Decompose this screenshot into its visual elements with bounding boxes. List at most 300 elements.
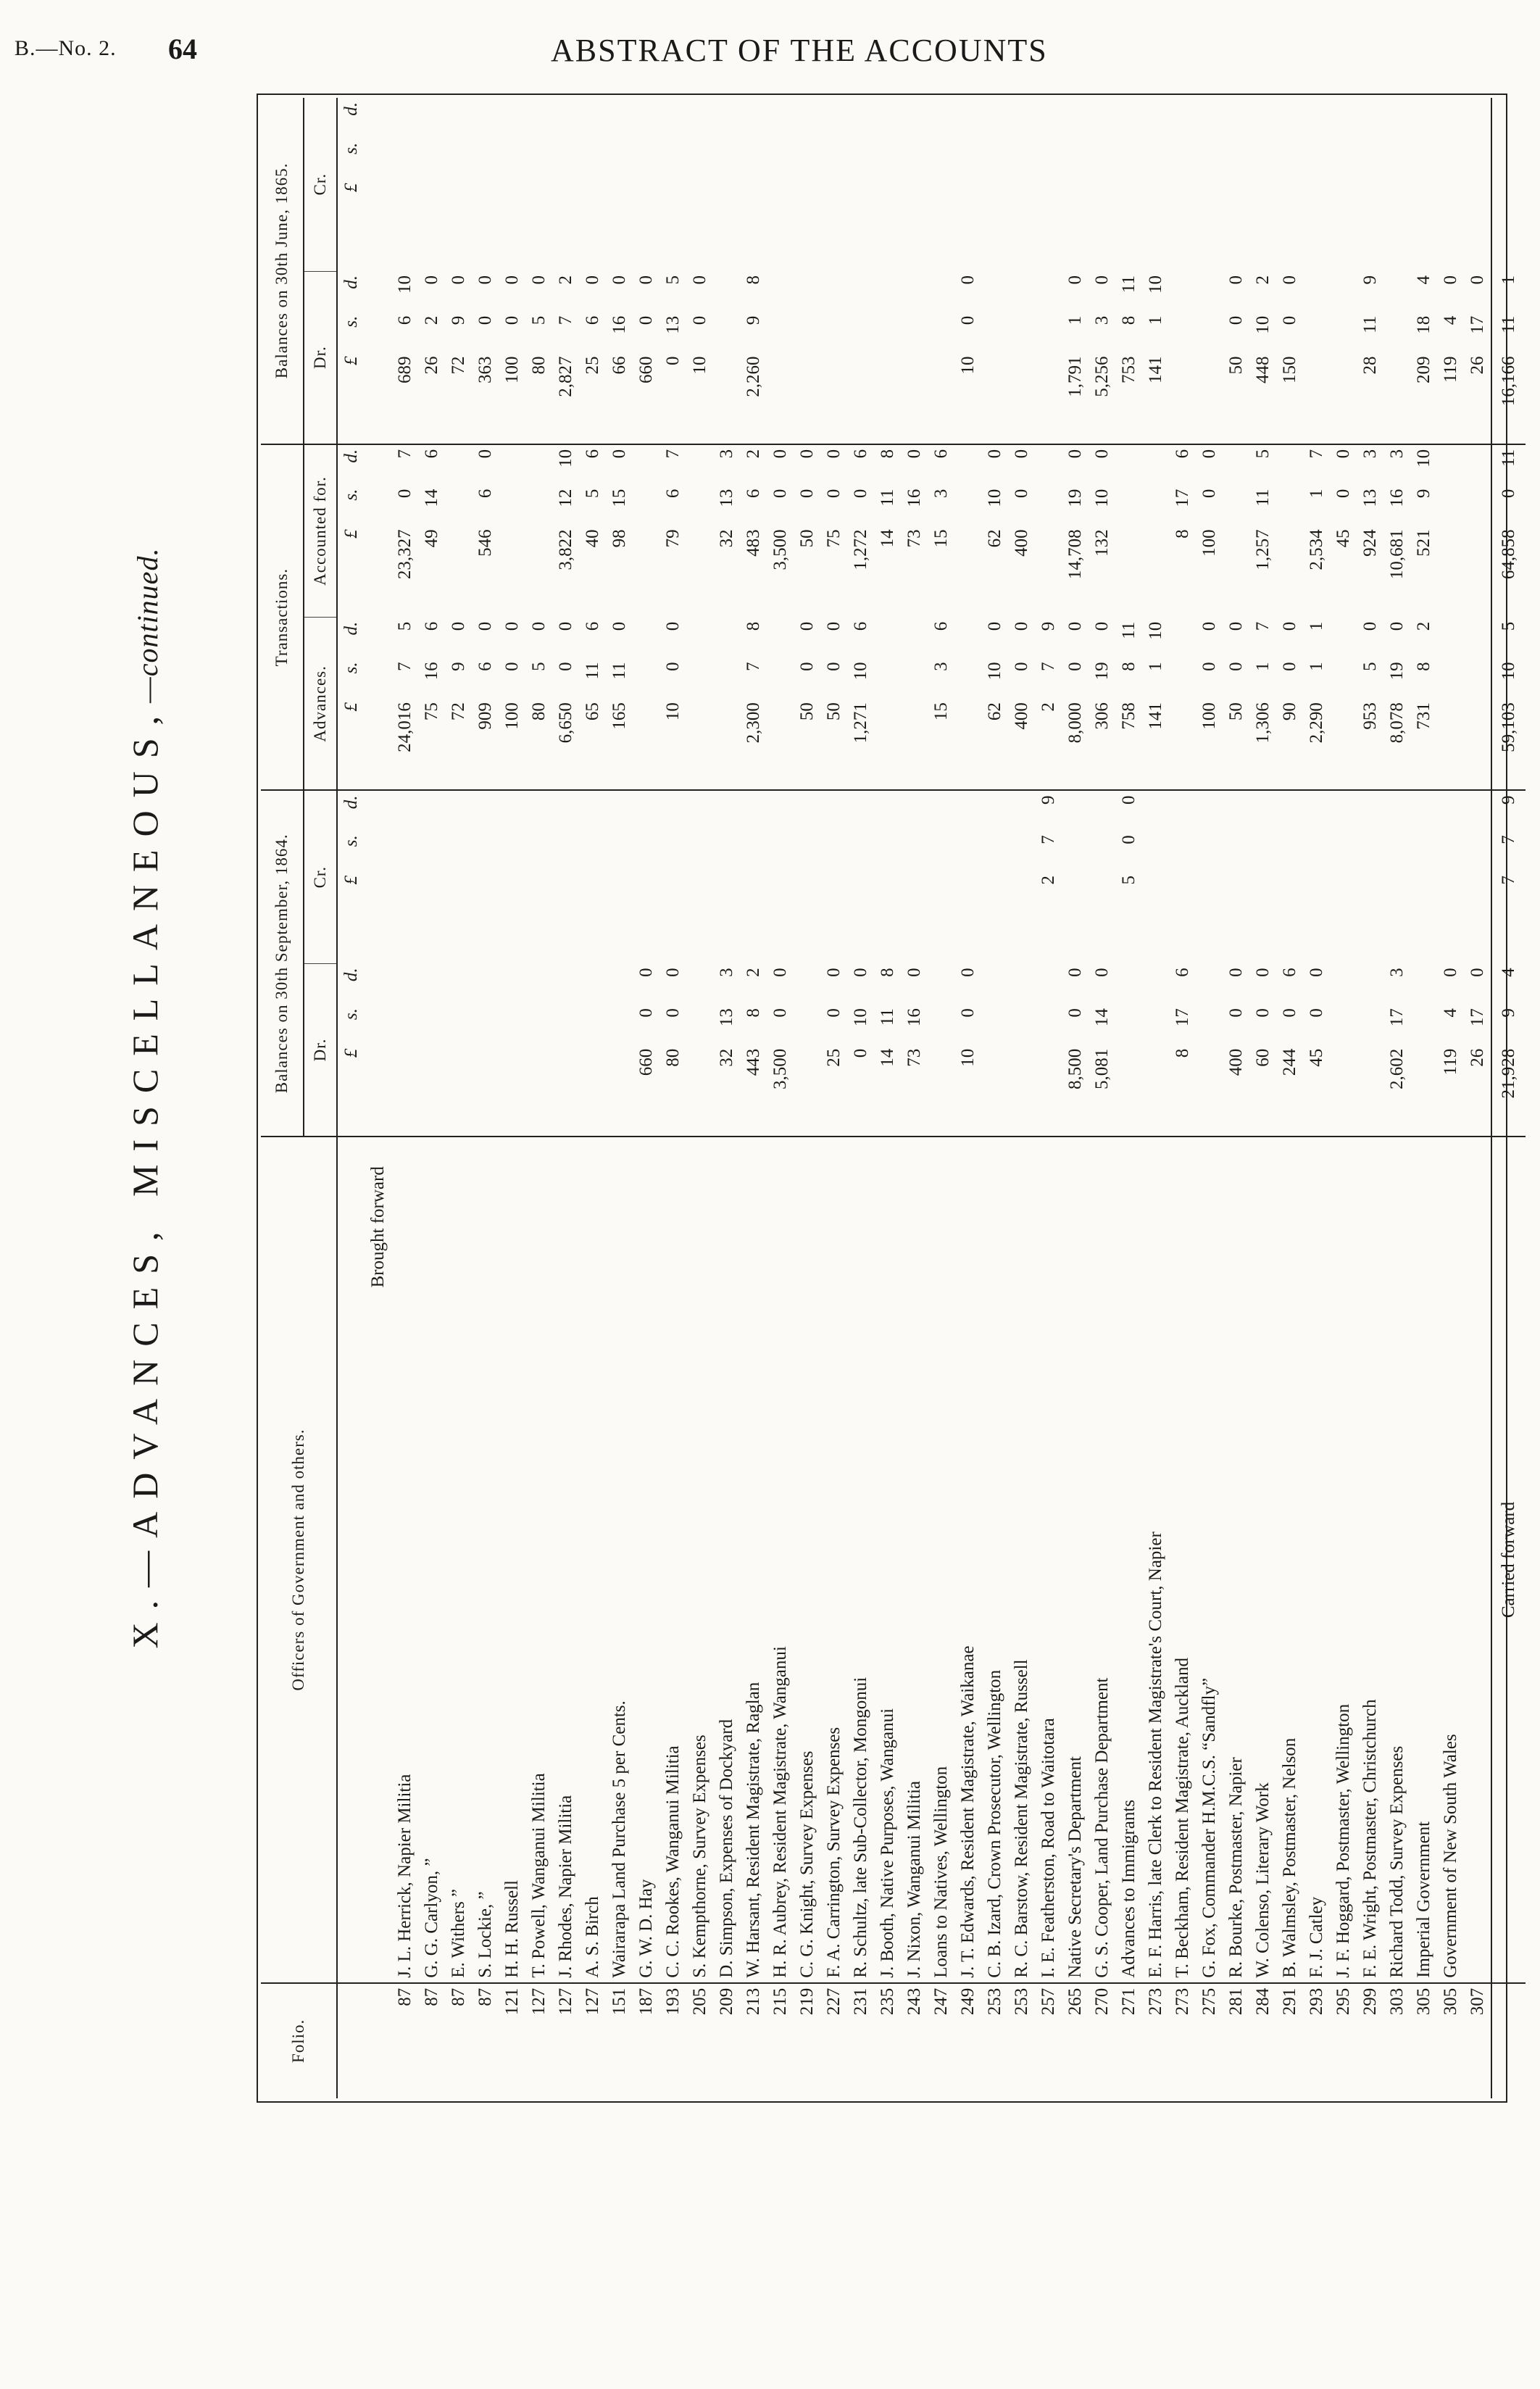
b65dr-shillings-cell — [1383, 312, 1410, 352]
acc-shillings-cell — [686, 485, 713, 525]
folio-cell: 227 — [820, 1983, 847, 2098]
folio-cell: 284 — [1249, 1983, 1276, 2098]
b65dr-pence-cell — [1196, 271, 1223, 312]
table-row — [847, 98, 874, 2098]
cf-adv-shillings: 10 — [1491, 657, 1526, 698]
cf-acc-pence: 11 — [1491, 444, 1526, 485]
b64dr-shillings-cell: 14 — [1092, 1008, 1112, 1027]
b64cr-pence-cell — [981, 791, 1008, 831]
b64cr-pounds-cell — [874, 871, 901, 963]
b65cr-pence-cell — [928, 98, 954, 138]
adv-pounds-cell: 90 — [1280, 702, 1299, 721]
b64dr-shillings-cell — [981, 1004, 1008, 1044]
acc-shillings-cell: 13 — [1360, 489, 1380, 507]
b65dr-pounds-cell: 150 — [1280, 356, 1299, 383]
b64cr-shillings-cell — [579, 831, 606, 871]
acc-pounds-cell: 98 — [609, 529, 629, 548]
adv-pence-cell — [633, 618, 659, 658]
table-row — [445, 98, 472, 2098]
cf-b64dr-pounds: 21,928 — [1491, 1044, 1526, 1137]
b64dr-pounds-cell: 45 — [1307, 1048, 1326, 1067]
b65dr-pounds-cell — [1303, 352, 1330, 444]
b65cr-shillings-cell — [1437, 138, 1464, 179]
b64dr-shillings-cell: 17 — [1387, 1008, 1407, 1027]
b64dr-pounds-cell: 119 — [1441, 1048, 1460, 1076]
officer-cell: G. W. D. Hay — [633, 1137, 659, 1983]
b64dr-shillings-cell — [499, 1004, 525, 1044]
b65cr-pounds-cell — [794, 179, 820, 271]
b65dr-pence-cell: 0 — [583, 275, 602, 285]
b65cr-pence-cell — [713, 98, 740, 138]
b65dr-pence-cell: 0 — [1226, 275, 1246, 285]
b65dr-pounds-cell — [1035, 352, 1062, 444]
table-row — [740, 98, 767, 2098]
b64dr-shillings-cell: 17 — [1173, 1008, 1192, 1027]
b64cr-pounds-cell — [472, 871, 499, 963]
adv-pounds-cell: 6,650 — [556, 702, 575, 744]
b65dr-pence-cell — [767, 271, 794, 312]
adv-shillings-cell — [767, 657, 794, 698]
acc-pence-cell: 7 — [1303, 444, 1330, 485]
acc-pence-cell: 0 — [1330, 444, 1357, 485]
b64cr-pounds-cell — [794, 871, 820, 963]
officer-cell: D. Simpson, Expenses of Dockyard — [713, 1137, 740, 1983]
acc-pounds-cell: 14,708 — [1065, 529, 1085, 580]
b65cr-pence-cell — [1410, 98, 1437, 138]
acc-pence-cell: 7 — [391, 444, 418, 485]
b65cr-pounds-cell — [1437, 179, 1464, 271]
b65cr-shillings-cell — [1089, 138, 1115, 179]
adv-shillings-cell — [1464, 657, 1491, 698]
b64dr-pounds-cell — [525, 1044, 552, 1137]
acc-pounds-cell — [525, 525, 552, 617]
acc-pounds-cell: 75 — [824, 529, 844, 548]
table-row — [1089, 98, 1115, 2098]
b64dr-pence-cell: 3 — [1387, 968, 1407, 977]
b64dr-shillings-cell: 0 — [636, 1008, 656, 1018]
b65cr-shillings-cell — [552, 138, 579, 179]
officer-cell: Loans to Natives, Wellington — [928, 1137, 954, 1983]
officer-cell: J. Nixon, Wanganui Militia — [901, 1137, 928, 1983]
adv-pounds-cell: 100 — [1199, 702, 1219, 730]
adv-shillings-cell: 0 — [556, 662, 575, 671]
cr-1864-header: Cr. — [304, 791, 337, 964]
b64dr-pounds-cell: 2,602 — [1387, 1048, 1407, 1090]
transactions-header: Transactions. — [261, 444, 304, 791]
b65dr-pence-cell: 0 — [475, 275, 495, 285]
cf-acc-pounds: 64,858 — [1491, 525, 1526, 617]
b65dr-shillings-cell — [820, 312, 847, 352]
b65dr-shillings-cell: 0 — [636, 315, 656, 325]
folio-cell: 231 — [847, 1983, 874, 2098]
b64cr-pence-cell — [499, 791, 525, 831]
folio-cell: 215 — [767, 1983, 794, 2098]
b64cr-pence-cell — [525, 791, 552, 831]
b65dr-pounds-cell: 25 — [583, 356, 602, 375]
b65dr-shillings-cell — [794, 312, 820, 352]
b65cr-shillings-cell — [981, 138, 1008, 179]
adv-pence-cell — [1437, 618, 1464, 658]
adv-pounds-cell — [874, 698, 901, 790]
b64dr-pounds-cell — [1035, 1044, 1062, 1137]
b65dr-pence-cell: 0 — [1441, 275, 1460, 285]
b64cr-pence-cell — [1223, 791, 1249, 831]
b65cr-pounds-cell — [1089, 179, 1115, 271]
acc-shillings-cell: 6 — [663, 489, 683, 499]
folio-cell: 243 — [901, 1983, 928, 2098]
b64cr-pence-cell — [1437, 791, 1464, 831]
b64dr-shillings-cell: 10 — [851, 1008, 870, 1027]
document-reference: B.—No. 2. — [14, 36, 117, 60]
b65cr-pounds-cell — [418, 179, 445, 271]
b64dr-pence-cell — [1196, 963, 1223, 1004]
b64dr-pounds-cell — [499, 1044, 525, 1137]
acc-pence-cell: 0 — [1008, 444, 1035, 485]
b64cr-pence-cell — [1089, 791, 1115, 831]
adv-pounds-cell: 15 — [931, 702, 951, 721]
b65cr-shillings-cell — [1169, 138, 1196, 179]
b65dr-pence-cell — [1035, 271, 1062, 312]
b64cr-shillings-cell — [1223, 831, 1249, 871]
b65dr-shillings-cell — [981, 312, 1008, 352]
b65cr-pounds-cell — [981, 179, 1008, 271]
b64dr-pounds-cell — [472, 1044, 499, 1137]
b64cr-shillings-cell — [874, 831, 901, 871]
b65cr-shillings-cell — [579, 138, 606, 179]
b65dr-shillings-cell: 0 — [1226, 315, 1246, 325]
folio-cell: 271 — [1115, 1983, 1142, 2098]
b64dr-pence-cell: 2 — [744, 968, 763, 977]
b65dr-pence-cell: 0 — [1468, 275, 1487, 285]
b65cr-pence-cell — [1357, 98, 1383, 138]
b65cr-pounds-cell — [1410, 179, 1437, 271]
adv-shillings-cell: 0 — [1065, 662, 1085, 671]
adv-pence-cell: 0 — [1360, 621, 1380, 631]
adv-pence-cell: 5 — [395, 621, 415, 631]
b65cr-pence-cell — [1062, 98, 1089, 138]
adv-shillings-cell: 0 — [1226, 662, 1246, 671]
carried-forward-label: Carried forward — [1491, 1137, 1526, 1983]
folio-cell: 307 — [1464, 1983, 1491, 2098]
table-row — [499, 98, 525, 2098]
adv-pounds-cell: 62 — [985, 702, 1004, 721]
b64cr-pence-cell — [1196, 791, 1223, 831]
folio-cell: 127 — [579, 1983, 606, 2098]
table-row — [525, 98, 552, 2098]
b64cr-pounds-cell — [901, 871, 928, 963]
b64dr-shillings-cell — [928, 1004, 954, 1044]
b65cr-pence-cell — [954, 98, 981, 138]
table-row — [1464, 98, 1491, 2098]
b65cr-shillings-cell — [1196, 138, 1223, 179]
b64cr-pence-cell — [552, 791, 579, 831]
adv-shillings-cell: 11 — [583, 662, 602, 680]
acc-pence-cell — [1276, 444, 1303, 485]
adv-shillings-cell: 0 — [1012, 662, 1031, 671]
adv-pounds-cell: 100 — [502, 702, 522, 730]
b65cr-shillings-cell — [954, 138, 981, 179]
b65dr-shillings-cell — [1303, 312, 1330, 352]
acc-pence-cell: 0 — [767, 444, 794, 485]
b64cr-pounds-cell — [445, 871, 472, 963]
b64dr-shillings-cell: 4 — [1441, 1008, 1460, 1018]
b65dr-pounds-cell: 209 — [1414, 356, 1433, 383]
b65cr-pounds-cell — [633, 179, 659, 271]
b64cr-pence-cell — [1142, 791, 1169, 831]
b64cr-pounds-cell — [767, 871, 794, 963]
folio-cell: 253 — [981, 1983, 1008, 2098]
adv-shillings-cell: 8 — [1414, 662, 1433, 671]
b64cr-pounds-cell — [928, 871, 954, 963]
adv-shillings-cell: 6 — [475, 662, 495, 671]
b65dr-pence-cell — [847, 271, 874, 312]
b64cr-pounds-cell — [820, 871, 847, 963]
adv-pence-cell: 0 — [475, 621, 495, 631]
table-row — [1437, 98, 1464, 2098]
acc-pence-cell: 0 — [981, 444, 1008, 485]
b64dr-pence-cell — [552, 963, 579, 1004]
officer-cell: G. G. Carlyon, ” — [418, 1137, 445, 1983]
acc-shillings-cell: 19 — [1065, 489, 1085, 507]
b65dr-shillings-cell — [767, 312, 794, 352]
adv-shillings-cell: 0 — [824, 662, 844, 671]
acc-shillings-cell — [954, 485, 981, 525]
acc-pence-cell — [1223, 444, 1249, 485]
adv-pence-cell: 0 — [663, 621, 683, 631]
adv-pounds-cell: 1,306 — [1253, 702, 1273, 744]
b64dr-pounds-cell: 32 — [717, 1048, 736, 1067]
section-title-text: X.—ADVANCES, MISCELLANEOUS, — [125, 702, 165, 1649]
adv-shillings-cell: 1 — [1307, 662, 1326, 671]
table-row — [1303, 98, 1330, 2098]
b64dr-pounds-cell — [552, 1044, 579, 1137]
adv-pounds-cell: 24,016 — [395, 702, 415, 752]
adv-shillings-cell: 0 — [663, 662, 683, 671]
folio-cell: 87 — [391, 1983, 418, 2098]
b64dr-shillings-cell — [472, 1004, 499, 1044]
folio-cell: 270 — [1089, 1983, 1115, 2098]
b65cr-pounds-cell — [1035, 179, 1062, 271]
folio-cell: 219 — [794, 1983, 820, 2098]
balances-1864-header: Balances on 30th September, 1864. — [261, 791, 304, 1137]
b65cr-shillings-cell — [901, 138, 928, 179]
adv-shillings-cell: 19 — [1387, 662, 1407, 681]
acc-shillings-cell: 0 — [395, 489, 415, 499]
adv-pounds-cell: 65 — [583, 702, 602, 721]
b64cr-shillings-cell — [901, 831, 928, 871]
b65cr-shillings-cell — [928, 138, 954, 179]
adv-shillings-cell: 0 — [502, 662, 522, 671]
adv-shillings-cell — [686, 657, 713, 698]
b64dr-pounds-cell — [1196, 1044, 1223, 1137]
b64dr-shillings-cell: 16 — [904, 1008, 924, 1027]
b65cr-shillings-cell — [525, 138, 552, 179]
acc-pounds-cell: 521 — [1414, 529, 1433, 557]
b64dr-pence-cell: 0 — [663, 968, 683, 977]
b65cr-pence-cell — [606, 98, 633, 138]
acc-pounds-cell — [445, 525, 472, 617]
adv-shillings-cell: 0 — [1280, 662, 1299, 671]
b65cr-shillings-cell — [1008, 138, 1035, 179]
adv-pounds-cell: 758 — [1119, 702, 1139, 730]
acc-pence-cell — [686, 444, 713, 485]
acc-pence-cell: 3 — [1383, 444, 1410, 485]
b65cr-pounds-cell — [740, 179, 767, 271]
b65cr-shillings-cell — [1410, 138, 1437, 179]
acc-pence-cell: 8 — [874, 444, 901, 485]
b64dr-shillings-cell: 8 — [744, 1008, 763, 1018]
b64cr-pence-cell — [820, 791, 847, 831]
acc-shillings-cell — [499, 485, 525, 525]
table-row — [606, 98, 633, 2098]
b64cr-shillings-cell — [928, 831, 954, 871]
b65dr-pence-cell: 0 — [1065, 275, 1085, 285]
b64cr-shillings-cell — [525, 831, 552, 871]
b65dr-pounds-cell — [847, 352, 874, 444]
b64cr-pounds-cell — [847, 871, 874, 963]
table-row — [1249, 98, 1276, 2098]
b64cr-pence-cell — [579, 791, 606, 831]
table-row — [659, 98, 686, 2098]
officer-cell: W. Colenso, Literary Work — [1249, 1137, 1276, 1983]
acc-shillings-cell: 10 — [1092, 489, 1112, 507]
accounted-for-header: Accounted for. — [304, 444, 337, 618]
b65dr-shillings-cell: 1 — [1146, 315, 1165, 325]
b64cr-pounds-cell — [1410, 871, 1437, 963]
b65dr-pounds-cell — [820, 352, 847, 444]
b65dr-pence-cell — [1330, 271, 1357, 312]
b64dr-pounds-cell: 0 — [851, 1048, 870, 1058]
acc-pence-cell: 2 — [740, 444, 767, 485]
b65cr-shillings-cell — [1383, 138, 1410, 179]
officer-cell: E. Withers ” — [445, 1137, 472, 1983]
table-row — [820, 98, 847, 2098]
b64cr-pounds-cell — [981, 871, 1008, 963]
adv-shillings-cell — [874, 657, 901, 698]
officer-cell — [1464, 1137, 1491, 1983]
b65cr-pounds-cell — [901, 179, 928, 271]
b64cr-pence-cell — [767, 791, 794, 831]
b65cr-pence-cell — [1330, 98, 1357, 138]
b65cr-shillings-cell — [1303, 138, 1330, 179]
unit-shilling: s. — [341, 835, 361, 847]
b64dr-pounds-cell: 244 — [1280, 1048, 1299, 1076]
b65cr-pence-cell — [1383, 98, 1410, 138]
b64dr-pounds-cell — [981, 1044, 1008, 1137]
b65dr-pence-cell: 9 — [1360, 275, 1380, 285]
b65dr-shillings-cell: 5 — [529, 315, 549, 325]
b64dr-pence-cell — [1357, 963, 1383, 1004]
acc-shillings-cell — [1035, 485, 1062, 525]
b64cr-pence-cell — [472, 791, 499, 831]
b65dr-shillings-cell: 0 — [502, 315, 522, 325]
acc-pounds-cell: 14 — [878, 529, 897, 548]
acc-pounds-cell: 23,327 — [395, 529, 415, 580]
acc-pounds-cell: 49 — [422, 529, 441, 548]
adv-pounds-cell: 731 — [1414, 702, 1433, 730]
adv-pounds-cell: 2,290 — [1307, 702, 1326, 744]
adv-pounds-cell: 8,000 — [1065, 702, 1085, 744]
officer-cell: R. C. Barstow, Resident Magistrate, Russell — [1008, 1137, 1035, 1983]
table-row — [418, 98, 445, 2098]
b64dr-pence-cell: 8 — [878, 968, 897, 977]
officer-cell: G. S. Cooper, Land Purchase Department — [1089, 1137, 1115, 1983]
b65cr-pence-cell — [659, 98, 686, 138]
advances-table — [261, 98, 1526, 2098]
officer-cell: C. C. Rookes, Wanganui Militia — [659, 1137, 686, 1983]
b65dr-shillings-cell: 9 — [449, 315, 468, 325]
b64dr-pounds-cell — [1115, 1044, 1142, 1137]
unit-pence: d. — [337, 791, 365, 831]
adv-shillings-cell: 1 — [1253, 662, 1273, 671]
page-title: ABSTRACT OF THE ACCOUNTS — [551, 33, 1048, 68]
adv-pence-cell: 6 — [583, 621, 602, 631]
table-row — [552, 98, 579, 2098]
b64cr-pence-cell — [606, 791, 633, 831]
b65cr-shillings-cell — [847, 138, 874, 179]
b64cr-shillings-cell — [391, 831, 418, 871]
b65dr-pence-cell: 0 — [958, 275, 978, 285]
b64cr-shillings-cell — [1437, 831, 1464, 871]
b65dr-pounds-cell: 0 — [663, 356, 683, 365]
b64dr-pounds-cell — [1142, 1044, 1169, 1137]
b64dr-pence-cell — [418, 963, 445, 1004]
b64dr-shillings-cell: 0 — [1253, 1008, 1273, 1018]
b64cr-pence-cell: 9 — [1035, 791, 1062, 831]
officer-cell: H. H. Russell — [499, 1137, 525, 1983]
b64dr-pence-cell — [1410, 963, 1437, 1004]
unit-pence: d. — [337, 444, 365, 485]
b64dr-shillings-cell — [1115, 1004, 1142, 1044]
adv-shillings-cell: 10 — [851, 662, 870, 681]
b64dr-pence-cell: 0 — [1468, 968, 1487, 977]
b64cr-pounds-cell — [552, 871, 579, 963]
b65dr-pounds-cell: 10 — [690, 356, 709, 375]
acc-shillings-cell: 0 — [797, 489, 817, 499]
cf-acc-shillings: 0 — [1491, 485, 1526, 525]
b65cr-pounds-cell — [928, 179, 954, 271]
b65cr-pounds-cell — [1115, 179, 1142, 271]
folio-cell: 205 — [686, 1983, 713, 2098]
folio-cell: 305 — [1410, 1983, 1437, 2098]
adv-shillings-cell: 19 — [1092, 662, 1112, 681]
b64cr-shillings-cell — [633, 831, 659, 871]
b65dr-pounds-cell: 689 — [395, 356, 415, 383]
b64dr-pounds-cell — [579, 1044, 606, 1137]
b65cr-pence-cell — [1276, 98, 1303, 138]
b65cr-pence-cell — [1142, 98, 1169, 138]
adv-pence-cell — [1169, 618, 1196, 658]
b64dr-shillings-cell — [1035, 1004, 1062, 1044]
b65dr-pence-cell: 2 — [1253, 275, 1273, 285]
b65dr-pence-cell: 0 — [636, 275, 656, 285]
b64dr-pence-cell — [525, 963, 552, 1004]
b64cr-pence-cell — [1062, 791, 1089, 831]
b64cr-pence-cell — [391, 791, 418, 831]
folio-cell: 187 — [633, 1983, 659, 2098]
acc-pounds-cell: 1,272 — [851, 529, 870, 570]
folio-cell: 151 — [606, 1983, 633, 2098]
acc-shillings-cell: 3 — [931, 489, 951, 499]
b64dr-shillings-cell — [552, 1004, 579, 1044]
b64dr-pounds-cell: 3,500 — [770, 1048, 790, 1090]
adv-pence-cell: 7 — [1253, 621, 1273, 631]
b64cr-pence-cell — [874, 791, 901, 831]
officer-cell: G. Fox, Commander H.M.C.S. “Sandfly” — [1196, 1137, 1223, 1983]
table-row — [391, 98, 418, 2098]
acc-pounds-cell: 1,257 — [1253, 529, 1273, 570]
acc-shillings-cell: 0 — [824, 489, 844, 499]
